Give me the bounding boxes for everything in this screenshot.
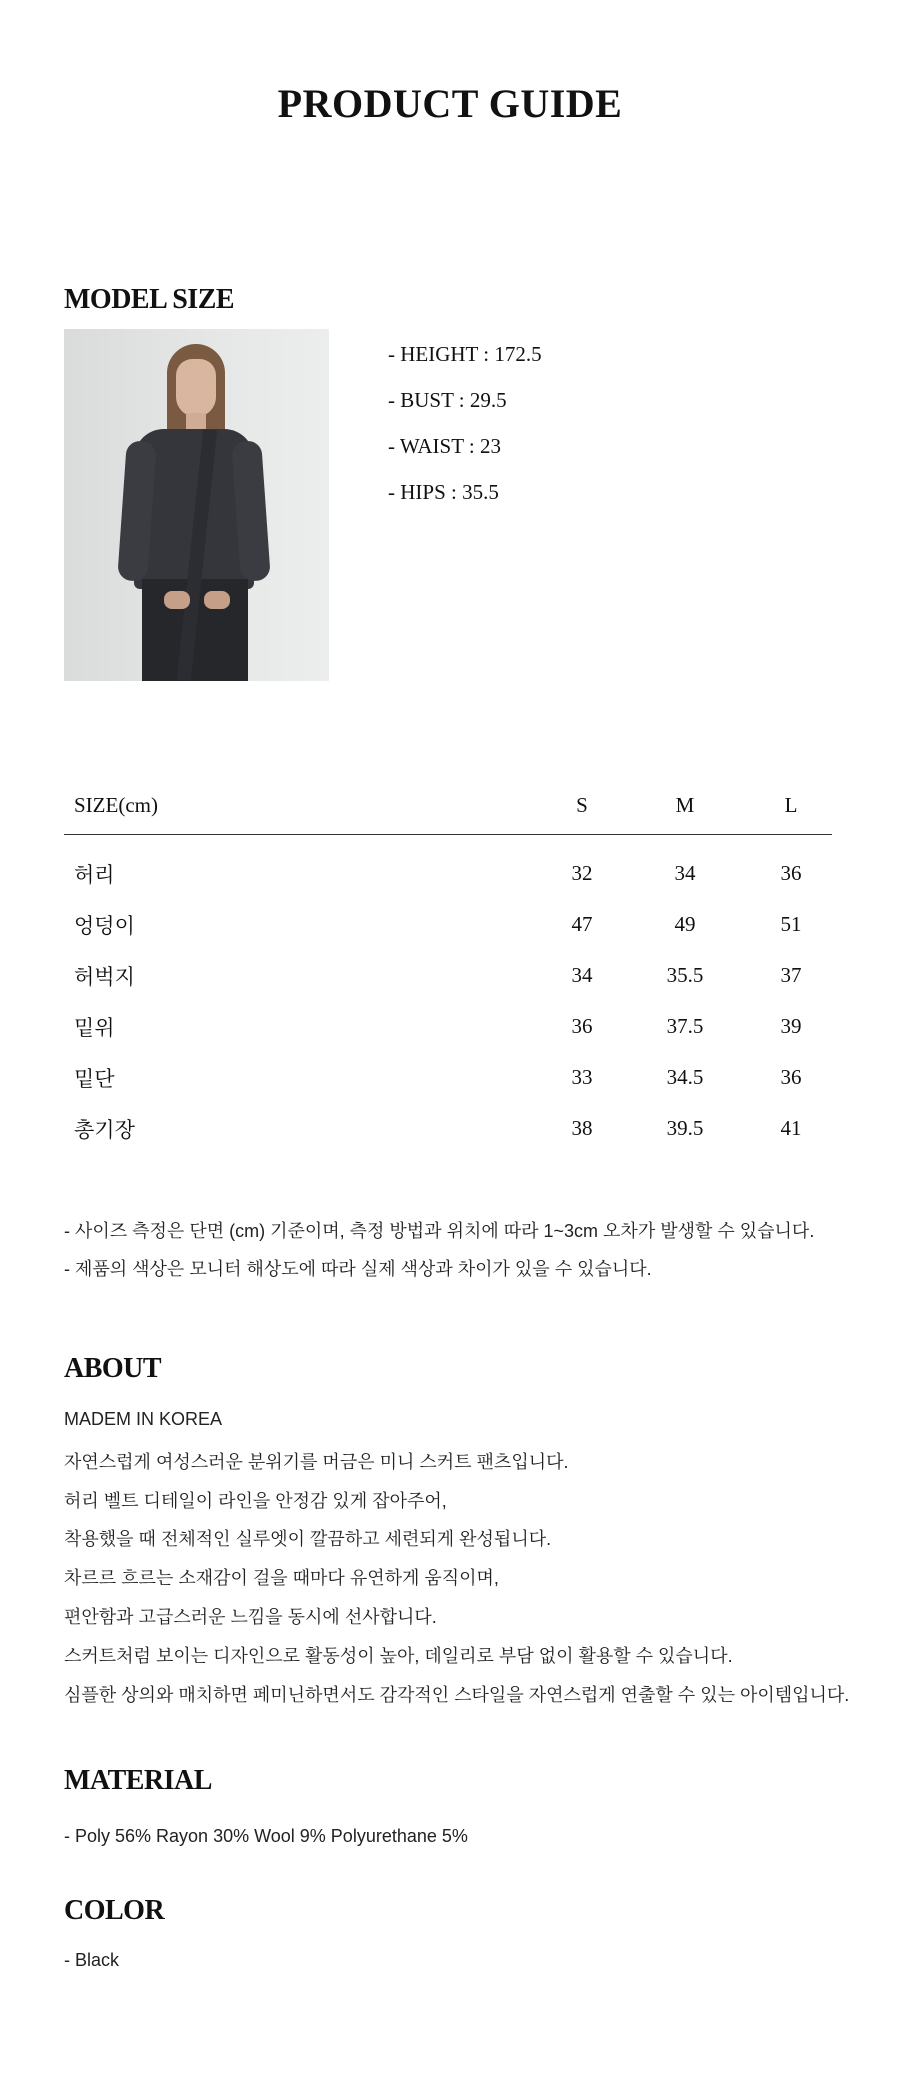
about-line: 심플한 상의와 매치하면 페미닌하면서도 감각적인 스타일을 자연스럽게 연출할 수 있는 아이템입니다. xyxy=(64,1684,850,1705)
size-row-label: 허리 xyxy=(74,864,115,887)
size-cell-l: 36 xyxy=(780,861,802,885)
model-hips: - HIPS : 35.5 xyxy=(388,480,499,504)
model-waist: - WAIST : 23 xyxy=(388,434,501,458)
material-heading: MATERIAL xyxy=(64,1765,212,1796)
size-cell-s: 34 xyxy=(571,963,593,987)
size-note: - 사이즈 측정은 단면 (cm) 기준이며, 측정 방법과 위치에 따라 1~3cm 오차가 발생할 수 있습니다. xyxy=(64,1221,815,1241)
size-row-label: 총기장 xyxy=(74,1119,135,1142)
size-cell-m: 49 xyxy=(674,912,696,936)
about-line: 자연스럽게 여성스러운 분위기를 머금은 미니 스커트 팬츠입니다. xyxy=(64,1451,569,1472)
model-height: - HEIGHT : 172.5 xyxy=(388,342,542,366)
color-note: - 제품의 색상은 모니터 해상도에 따라 실제 색상과 차이가 있을 수 있습니다. xyxy=(64,1259,652,1279)
size-row-label: 허벅지 xyxy=(74,966,135,989)
size-cell-m: 39.5 xyxy=(666,1116,704,1140)
about-line: MADEM IN KOREA xyxy=(64,1409,223,1429)
page-title: PRODUCT GUIDE xyxy=(277,81,623,126)
size-cell-m: 35.5 xyxy=(666,963,704,987)
about-heading: ABOUT xyxy=(64,1353,162,1384)
size-row-label: 밑위 xyxy=(74,1017,115,1040)
size-cell-l: 41 xyxy=(780,1116,802,1140)
size-header-label: SIZE(cm) xyxy=(74,793,158,817)
about-line: 편안함과 고급스러운 느낌을 동시에 선사합니다. xyxy=(64,1607,437,1627)
size-cell-m: 34.5 xyxy=(666,1065,704,1089)
about-line: 허리 벨트 디테일이 라인을 안정감 있게 잡아주어, xyxy=(64,1490,447,1511)
size-header-s: S xyxy=(576,793,588,817)
about-line: 차르르 흐르는 소재감이 걸을 때마다 유연하게 움직이며, xyxy=(64,1568,499,1589)
size-header-m: M xyxy=(675,793,695,817)
size-cell-s: 38 xyxy=(571,1116,593,1140)
color-text: - Black xyxy=(64,1950,120,1970)
size-cell-s: 47 xyxy=(571,912,593,936)
size-cell-m: 34 xyxy=(674,861,696,885)
size-cell-s: 33 xyxy=(571,1065,593,1089)
size-row-label: 엉덩이 xyxy=(74,915,135,938)
size-cell-m: 37.5 xyxy=(666,1014,704,1038)
model-size-heading: MODEL SIZE xyxy=(64,284,235,315)
size-cell-l: 39 xyxy=(780,1014,802,1038)
material-text: - Poly 56% Rayon 30% Wool 9% Polyurethane 5% xyxy=(64,1826,468,1846)
size-cell-l: 36 xyxy=(780,1065,802,1089)
size-cell-l: 51 xyxy=(780,912,802,936)
size-cell-s: 32 xyxy=(571,861,593,885)
size-header-l: L xyxy=(784,793,798,817)
model-bust: - BUST : 29.5 xyxy=(388,388,507,412)
size-cell-l: 37 xyxy=(780,963,802,987)
size-cell-s: 36 xyxy=(571,1014,593,1038)
color-heading: COLOR xyxy=(64,1895,165,1926)
about-line: 스커트처럼 보이는 디자인으로 활동성이 높아, 데일리로 부담 없이 활용할 수 있습니다. xyxy=(64,1645,733,1666)
table-divider xyxy=(64,834,832,835)
model-photo xyxy=(64,329,329,681)
size-row-label: 밑단 xyxy=(74,1068,115,1091)
about-line: 착용했을 때 전체적인 실루엣이 깔끔하고 세련되게 완성됩니다. xyxy=(64,1529,552,1550)
